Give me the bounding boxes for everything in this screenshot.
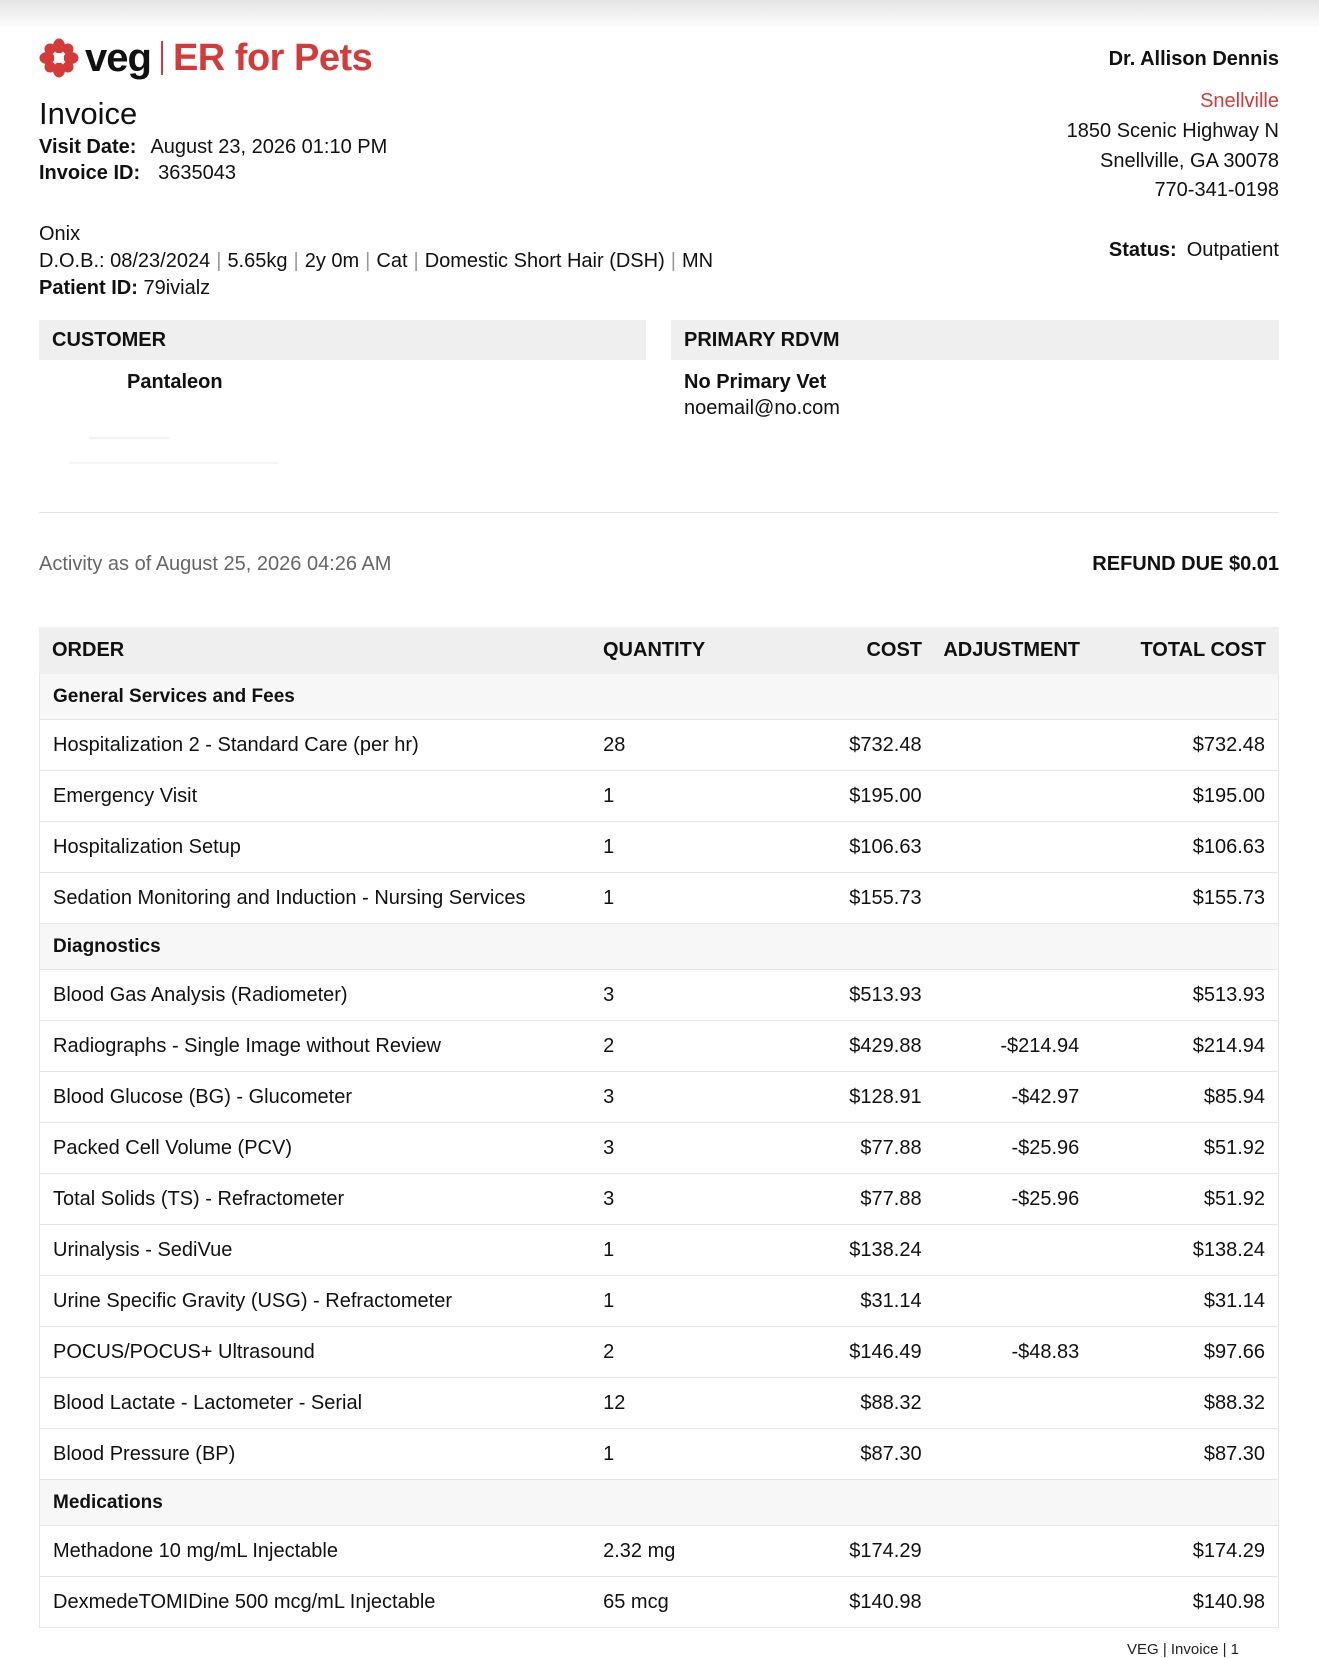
order-cell: Blood Gas Analysis (Radiometer) xyxy=(53,983,348,1006)
order-cell: Radiographs - Single Image without Review xyxy=(53,1034,441,1057)
adjustment-cell: -$25.96 xyxy=(1011,1187,1080,1210)
total-cost-cell: $155.73 xyxy=(1192,886,1265,909)
patient-dob: D.O.B.: 08/23/2024 xyxy=(39,250,211,272)
table-row xyxy=(39,1327,1279,1378)
section-row xyxy=(39,924,1279,970)
header-order: ORDER xyxy=(52,639,125,661)
adjustment-cell: -$25.96 xyxy=(1011,1136,1080,1159)
status-value: Outpatient xyxy=(1186,239,1279,261)
section-title: Diagnostics xyxy=(53,935,161,957)
paw-flower-icon xyxy=(39,38,79,78)
visit-date-line xyxy=(39,136,387,159)
patient-status xyxy=(1109,239,1279,262)
order-cell: Packed Cell Volume (PCV) xyxy=(53,1136,292,1159)
total-cost-cell: $138.24 xyxy=(1192,1238,1265,1261)
top-shadow xyxy=(0,0,1319,30)
quantity-cell: 2.32 mg xyxy=(603,1539,676,1562)
visit-date-label: Visit Date: xyxy=(39,136,137,158)
order-cell: Hospitalization 2 - Standard Care (per hr) xyxy=(53,733,419,756)
total-cost-cell: $87.30 xyxy=(1203,1442,1265,1465)
clinic-phone: 770-341-0198 xyxy=(1154,179,1279,201)
cost-cell: $732.48 xyxy=(849,733,922,756)
invoice-id-value: 3635043 xyxy=(158,162,237,184)
section-row xyxy=(39,1480,1279,1526)
table-row xyxy=(39,970,1279,1021)
order-cell: Blood Lactate - Lactometer - Serial xyxy=(53,1391,363,1414)
patient-breed: Domestic Short Hair (DSH) xyxy=(424,250,665,272)
section-divider xyxy=(39,512,1279,513)
cost-cell: $106.63 xyxy=(849,835,922,858)
order-cell: Sedation Monitoring and Induction - Nursing Services xyxy=(53,886,526,909)
total-cost-cell: $31.14 xyxy=(1203,1289,1265,1312)
quantity-cell: 2 xyxy=(603,1034,615,1057)
cost-cell: $88.32 xyxy=(860,1391,922,1414)
brand-name: veg xyxy=(85,35,151,80)
patient-id-label: Patient ID: xyxy=(39,277,138,299)
table-row xyxy=(39,1429,1279,1480)
header-adjustment: ADJUSTMENT xyxy=(943,639,1080,661)
order-cell: Blood Pressure (BP) xyxy=(53,1442,236,1465)
total-cost-cell: $732.48 xyxy=(1192,733,1265,756)
order-cell: Blood Glucose (BG) - Glucometer xyxy=(53,1085,352,1108)
total-cost-cell: $51.92 xyxy=(1203,1136,1265,1159)
section-title: General Services and Fees xyxy=(53,685,295,707)
quantity-cell: 1 xyxy=(603,835,615,858)
cost-cell: $87.30 xyxy=(860,1442,922,1465)
rdvm-name: No Primary Vet xyxy=(684,371,827,393)
total-cost-cell: $51.92 xyxy=(1203,1187,1265,1210)
table-row xyxy=(39,1526,1279,1577)
cost-cell: $77.88 xyxy=(860,1187,922,1210)
page-footer: VEG | Invoice | 1 xyxy=(1126,1641,1239,1658)
rdvm-email: noemail@no.com xyxy=(684,397,840,419)
patient-name: Onix xyxy=(39,223,81,245)
quantity-cell: 65 mcg xyxy=(603,1590,669,1613)
order-cell: POCUS/POCUS+ Ultrasound xyxy=(53,1340,315,1363)
patient-age: 2y 0m xyxy=(304,250,360,272)
adjustment-cell: -$42.97 xyxy=(1011,1085,1080,1108)
total-cost-cell: $174.29 xyxy=(1192,1539,1265,1562)
table-row xyxy=(39,1225,1279,1276)
order-cell: Urine Specific Gravity (USG) - Refractometer xyxy=(53,1289,452,1312)
quantity-cell: 3 xyxy=(603,1136,615,1159)
visit-date-value: August 23, 2026 01:10 PM xyxy=(150,136,388,158)
table-row xyxy=(39,771,1279,822)
cost-cell: $195.00 xyxy=(849,784,922,807)
order-cell: Urinalysis - SediVue xyxy=(53,1238,233,1261)
quantity-cell: 1 xyxy=(603,1238,615,1261)
cost-cell: $31.14 xyxy=(860,1289,922,1312)
table-row xyxy=(39,1276,1279,1327)
quantity-cell: 1 xyxy=(603,784,615,807)
cost-cell: $146.49 xyxy=(849,1340,922,1363)
table-row xyxy=(39,1577,1279,1628)
cost-cell: $77.88 xyxy=(860,1136,922,1159)
order-cell: Hospitalization Setup xyxy=(53,835,241,858)
quantity-cell: 3 xyxy=(603,983,615,1006)
orders-table xyxy=(39,627,1279,1628)
order-cell: Methadone 10 mg/mL Injectable xyxy=(53,1539,338,1562)
table-row xyxy=(39,1123,1279,1174)
patient-sex: MN xyxy=(681,250,714,272)
rdvm-heading: PRIMARY RDVM xyxy=(671,320,1279,360)
section-title: Medications xyxy=(53,1491,163,1513)
patient-id-line xyxy=(39,277,210,300)
header-cost: COST xyxy=(866,639,922,661)
table-row xyxy=(39,822,1279,873)
header-quantity: QUANTITY xyxy=(603,639,706,661)
invoice-id-line xyxy=(39,162,236,185)
cost-cell: $138.24 xyxy=(849,1238,922,1261)
cost-cell: $128.91 xyxy=(849,1085,922,1108)
veg-logo xyxy=(39,34,372,82)
order-cell: DexmedeTOMIDine 500 mcg/mL Injectable xyxy=(53,1590,436,1613)
brand-divider xyxy=(161,41,163,75)
redacted-line xyxy=(89,437,169,439)
cost-cell: $429.88 xyxy=(849,1034,922,1057)
patient-weight: 5.65kg xyxy=(227,250,288,272)
customer-heading: CUSTOMER xyxy=(39,320,646,360)
quantity-cell: 1 xyxy=(603,1289,615,1312)
quantity-cell: 12 xyxy=(603,1391,626,1414)
table-row xyxy=(39,873,1279,924)
quantity-cell: 3 xyxy=(603,1085,615,1108)
patient-details: D.O.B.: 08/23/2024 | 5.65kg | 2y 0m | Cat | Domestic Short Hair (DSH) | MN xyxy=(39,250,714,272)
quantity-cell: 2 xyxy=(603,1340,615,1363)
brand-subtitle: ER for Pets xyxy=(172,36,373,79)
total-cost-cell: $513.93 xyxy=(1192,983,1265,1006)
section-row xyxy=(39,674,1279,720)
total-cost-cell: $106.63 xyxy=(1192,835,1265,858)
table-row xyxy=(39,1021,1279,1072)
cost-cell: $513.93 xyxy=(849,983,922,1006)
quantity-cell: 3 xyxy=(603,1187,615,1210)
total-cost-cell: $85.94 xyxy=(1203,1085,1265,1108)
page-title: Invoice xyxy=(39,96,138,131)
patient-id-value: 79ivialz xyxy=(143,277,211,299)
adjustment-cell: -$48.83 xyxy=(1011,1340,1080,1363)
adjustment-cell: -$214.94 xyxy=(1000,1034,1080,1057)
quantity-cell: 1 xyxy=(603,886,615,909)
total-cost-cell: $97.66 xyxy=(1203,1340,1265,1363)
status-label: Status: xyxy=(1108,239,1177,261)
total-cost-cell: $214.94 xyxy=(1192,1034,1265,1057)
total-cost-cell: $88.32 xyxy=(1203,1391,1265,1414)
order-cell: Total Solids (TS) - Refractometer xyxy=(53,1187,345,1210)
cost-cell: $140.98 xyxy=(849,1590,922,1613)
refund-due: REFUND DUE $0.01 xyxy=(1092,553,1279,575)
table-row xyxy=(39,1174,1279,1225)
cost-cell: $174.29 xyxy=(849,1539,922,1562)
quantity-cell: 1 xyxy=(603,1442,615,1465)
clinic-location: Snellville xyxy=(1200,90,1279,112)
redacted-line xyxy=(69,462,279,464)
table-header xyxy=(39,627,1279,674)
activity-timestamp: Activity as of August 25, 2026 04:26 AM xyxy=(39,553,392,575)
total-cost-cell: $140.98 xyxy=(1192,1590,1265,1613)
customer-name: Pantaleon xyxy=(127,371,223,393)
quantity-cell: 28 xyxy=(603,733,626,756)
header-total-cost: TOTAL COST xyxy=(1140,639,1266,661)
cost-cell: $155.73 xyxy=(849,886,922,909)
doctor-name: Dr. Allison Dennis xyxy=(1108,48,1279,70)
clinic-address-line1: 1850 Scenic Highway N xyxy=(1066,120,1279,142)
clinic-address-line2: Snellville, GA 30078 xyxy=(1099,150,1279,172)
invoice-id-label: Invoice ID: xyxy=(39,162,141,184)
table-row xyxy=(39,720,1279,771)
table-row xyxy=(39,1378,1279,1429)
table-row xyxy=(39,1072,1279,1123)
total-cost-cell: $195.00 xyxy=(1192,784,1265,807)
patient-species: Cat xyxy=(376,250,408,272)
order-cell: Emergency Visit xyxy=(53,784,198,807)
